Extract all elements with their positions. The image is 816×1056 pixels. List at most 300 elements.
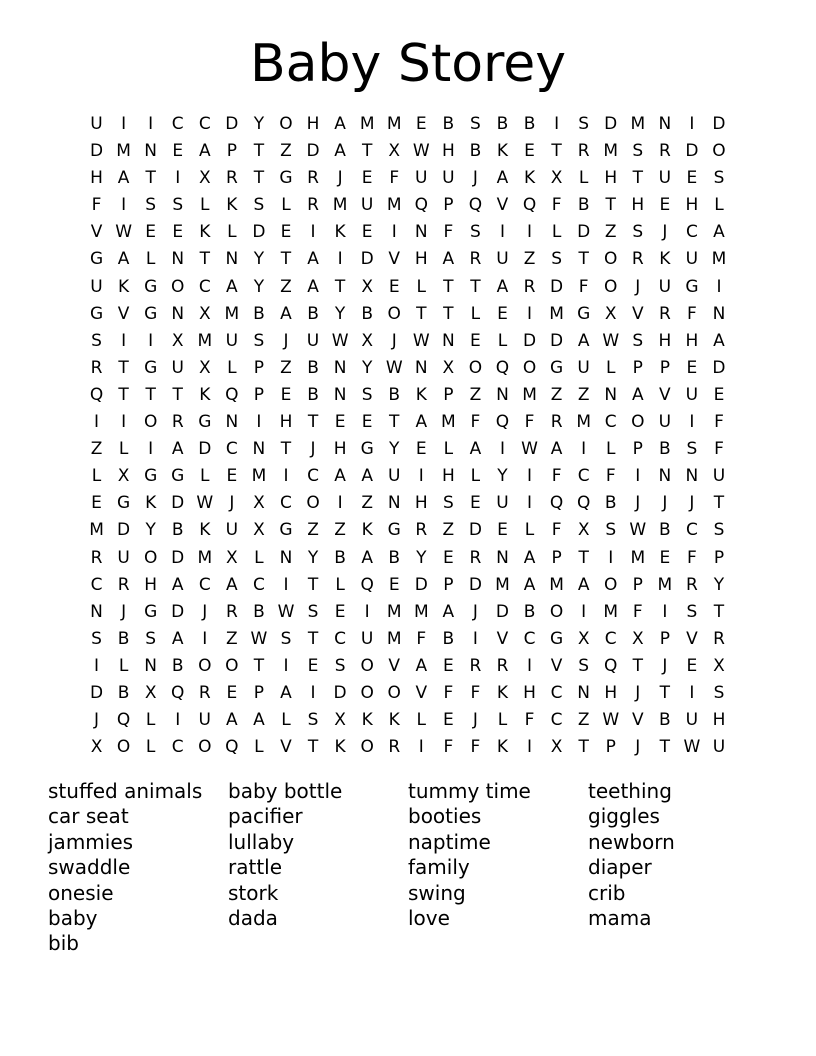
grid-letter: Q xyxy=(549,493,564,514)
grid-letter: C xyxy=(171,737,184,758)
grid-letter: T xyxy=(659,737,671,758)
grid-letter: N xyxy=(577,682,591,703)
grid-letter: H xyxy=(523,682,536,703)
grid-letter: L xyxy=(335,574,345,595)
grid-letter: N xyxy=(333,384,347,405)
grid-letter: Z xyxy=(604,222,617,243)
grid-letter: D xyxy=(171,601,185,622)
grid-letter: U xyxy=(360,195,374,216)
grid-letter: K xyxy=(226,195,238,216)
grid-letter: H xyxy=(90,168,103,189)
grid-letter: W xyxy=(629,520,647,541)
grid-letter: M xyxy=(386,195,402,216)
grid-row xyxy=(83,328,733,355)
grid-letter: B xyxy=(442,114,455,134)
grid-letter: P xyxy=(443,384,454,405)
grid-letter: H xyxy=(685,330,699,351)
grid-letter: H xyxy=(712,710,726,731)
grid-letter: T xyxy=(253,655,265,676)
grid-letter: K xyxy=(496,141,509,162)
grid-letter: S xyxy=(91,330,102,351)
grid-letter: G xyxy=(89,249,104,270)
grid-letter: T xyxy=(199,249,210,270)
grid-letter: D xyxy=(306,141,320,162)
grid-letter: D xyxy=(495,601,510,622)
grid-letter: U xyxy=(577,357,590,378)
grid-letter: M xyxy=(386,628,402,649)
grid-letter: C xyxy=(225,439,238,460)
grid-letter: A xyxy=(226,710,238,731)
grid-letter: M xyxy=(630,547,646,568)
grid-letter: N xyxy=(90,601,103,622)
grid-letter: I xyxy=(635,466,641,487)
grid-letter: A xyxy=(577,574,590,595)
grid-letter: M xyxy=(197,547,213,568)
grid-letter: P xyxy=(659,628,670,649)
grid-letter: X xyxy=(90,737,103,758)
grid-letter: Z xyxy=(280,141,292,162)
grid-letter: S xyxy=(307,601,319,622)
grid-letter: F xyxy=(416,628,427,649)
grid-letter: I xyxy=(337,493,343,514)
grid-letter: Q xyxy=(414,195,428,216)
grid-letter: R xyxy=(496,655,509,676)
grid-row xyxy=(83,545,733,572)
grid-letter: Z xyxy=(577,384,590,405)
grid-letter: S xyxy=(253,195,265,216)
grid-letter: E xyxy=(388,276,400,297)
grid-letter: O xyxy=(306,493,320,514)
grid-letter: I xyxy=(148,330,154,351)
grid-letter: U xyxy=(685,249,699,270)
word-column xyxy=(48,779,228,957)
grid-row xyxy=(83,138,733,165)
grid-letter: N xyxy=(225,412,239,433)
grid-letter: H xyxy=(144,574,158,595)
grid-letter: Y xyxy=(361,357,373,378)
grid-letter: O xyxy=(360,682,374,703)
grid-letter: Q xyxy=(495,412,510,433)
word-list-item: tummy time xyxy=(408,779,531,803)
grid-letter: A xyxy=(171,439,184,460)
grid-letter: S xyxy=(551,249,562,270)
grid-letter: I xyxy=(310,682,316,703)
grid-letter: Q xyxy=(225,737,239,758)
grid-letter: S xyxy=(686,601,698,622)
grid-letter: H xyxy=(414,249,428,270)
grid-letter: O xyxy=(604,249,618,270)
grid-letter: D xyxy=(468,520,482,541)
grid-letter: B xyxy=(117,682,130,703)
grid-letter: A xyxy=(442,601,455,622)
grid-letter: J xyxy=(391,330,397,351)
grid-letter: W xyxy=(602,710,620,731)
grid-letter: Q xyxy=(225,384,239,405)
grid-letter: F xyxy=(443,222,454,243)
grid-letter: I xyxy=(418,737,424,758)
grid-letter: O xyxy=(143,547,158,568)
grid-letter: T xyxy=(307,412,319,433)
grid-letter: R xyxy=(658,303,671,324)
grid-letter: M xyxy=(197,330,213,351)
grid-letter: P xyxy=(713,547,725,568)
grid-row xyxy=(83,355,733,382)
grid-letter: C xyxy=(550,710,563,731)
grid-letter: U xyxy=(658,168,672,189)
grid-letter: T xyxy=(280,439,292,460)
grid-letter: G xyxy=(171,466,185,487)
grid-letter: S xyxy=(470,222,481,243)
grid-letter: A xyxy=(496,276,509,297)
grid-letter: U xyxy=(712,466,726,487)
grid-letter: M xyxy=(657,574,673,595)
grid-letter: M xyxy=(603,601,619,622)
grid-letter: C xyxy=(523,628,536,649)
grid-letter: L xyxy=(227,357,237,378)
grid-letter: O xyxy=(198,737,212,758)
grid-letter: Z xyxy=(469,384,482,405)
grid-letter: A xyxy=(713,222,725,243)
grid-letter: B xyxy=(659,439,671,460)
grid-letter: M xyxy=(359,114,375,134)
grid-letter: M xyxy=(386,114,402,134)
grid-letter: W xyxy=(521,439,538,460)
grid-letter: P xyxy=(253,357,265,378)
grid-letter: E xyxy=(172,222,184,243)
grid-letter: E xyxy=(307,655,319,676)
grid-letter: T xyxy=(307,737,319,758)
grid-letter: J xyxy=(229,493,235,514)
grid-letter: C xyxy=(198,276,211,297)
grid-letter: E xyxy=(280,222,292,243)
grid-letter: B xyxy=(604,493,617,514)
grid-letter: N xyxy=(144,655,158,676)
grid-letter: E xyxy=(91,493,102,514)
grid-letter: L xyxy=(470,466,481,487)
grid-letter: I xyxy=(364,601,370,622)
grid-letter: F xyxy=(443,682,454,703)
grid-letter: X xyxy=(388,141,401,162)
word-list-item: naptime xyxy=(408,829,491,854)
grid-letter: B xyxy=(171,655,184,676)
grid-letter: D xyxy=(522,330,537,351)
grid-letter: O xyxy=(604,574,618,595)
grid-letter: C xyxy=(550,682,563,703)
grid-letter: Y xyxy=(416,547,427,568)
grid-letter: Y xyxy=(253,249,265,270)
grid-letter: I xyxy=(581,439,587,460)
grid-letter: I xyxy=(175,168,181,189)
grid-letter: X xyxy=(198,357,211,378)
grid-letter: T xyxy=(470,276,481,297)
grid-letter: R xyxy=(117,574,130,595)
grid-letter: T xyxy=(443,276,454,297)
grid-letter: G xyxy=(144,601,158,622)
grid-letter: V xyxy=(659,384,671,405)
grid-letter: O xyxy=(198,655,212,676)
grid-letter: G xyxy=(144,357,158,378)
grid-letter: Y xyxy=(253,276,265,297)
grid-letter: E xyxy=(280,384,292,405)
grid-letter: R xyxy=(225,168,238,189)
grid-letter: F xyxy=(470,737,481,758)
grid-letter: C xyxy=(604,412,617,433)
grid-letter: L xyxy=(281,710,291,731)
grid-letter: Z xyxy=(280,276,292,297)
grid-letter: Q xyxy=(116,710,131,731)
grid-letter: O xyxy=(387,303,401,324)
grid-letter: T xyxy=(632,655,643,676)
grid-letter: G xyxy=(279,520,293,541)
grid-letter: R xyxy=(523,276,536,297)
grid-letter: A xyxy=(307,249,319,270)
grid-letter: D xyxy=(89,682,104,703)
grid-letter: M xyxy=(413,601,429,622)
word-list-item: giggles xyxy=(588,804,660,829)
grid-letter: X xyxy=(713,655,725,676)
grid-letter: S xyxy=(686,439,698,460)
grid-letter: M xyxy=(711,249,727,270)
grid-letter: D xyxy=(171,493,185,514)
grid-letter: P xyxy=(551,547,562,568)
grid-letter: Z xyxy=(577,710,590,731)
word-list-item: stork xyxy=(228,880,279,905)
grid-letter: S xyxy=(713,520,725,541)
grid-letter: K xyxy=(496,737,509,758)
grid-letter: N xyxy=(252,439,266,460)
grid-letter: S xyxy=(442,493,454,514)
grid-letter: K xyxy=(334,737,346,758)
grid-letter: L xyxy=(497,330,508,351)
grid-letter: R xyxy=(198,682,211,703)
grid-letter: I xyxy=(283,466,289,487)
grid-letter: F xyxy=(524,412,535,433)
grid-letter: F xyxy=(687,303,697,324)
grid-letter: N xyxy=(225,249,239,270)
grid-letter: I xyxy=(554,114,560,134)
grid-row xyxy=(83,734,733,761)
grid-letter: L xyxy=(605,439,616,460)
grid-letter: S xyxy=(145,628,157,649)
grid-letter: J xyxy=(635,682,641,703)
grid-letter: O xyxy=(549,601,564,622)
grid-letter: U xyxy=(225,330,239,351)
grid-letter: I xyxy=(121,330,127,351)
grid-letter: O xyxy=(387,682,401,703)
grid-letter: I xyxy=(662,601,668,622)
grid-letter: F xyxy=(632,601,643,622)
grid-letter: Q xyxy=(468,195,483,216)
grid-letter: M xyxy=(549,303,564,324)
grid-letter: Y xyxy=(334,303,346,324)
word-list-item: love xyxy=(408,905,450,930)
grid-letter: D xyxy=(252,222,266,243)
grid-letter: B xyxy=(307,357,319,378)
grid-letter: I xyxy=(608,547,614,568)
grid-letter: I xyxy=(689,114,695,134)
grid-letter: C xyxy=(198,574,211,595)
grid-letter: U xyxy=(198,710,211,731)
grid-letter: M xyxy=(576,412,591,433)
grid-letter: T xyxy=(307,628,319,649)
grid-letter: Z xyxy=(226,628,238,649)
grid-letter: U xyxy=(306,330,320,351)
grid-letter: B xyxy=(253,303,265,324)
grid-letter: T xyxy=(334,276,346,297)
grid-row xyxy=(83,382,733,409)
grid-letter: S xyxy=(253,330,265,351)
grid-letter: L xyxy=(524,520,535,541)
grid-letter: Z xyxy=(334,520,346,541)
grid-letter: L xyxy=(254,547,264,568)
grid-letter: H xyxy=(279,412,293,433)
grid-letter: D xyxy=(712,357,726,378)
grid-letter: E xyxy=(226,682,238,703)
grid-letter: C xyxy=(280,493,292,514)
grid-letter: L xyxy=(227,222,237,243)
grid-letter: B xyxy=(253,601,265,622)
grid-letter: C xyxy=(252,574,265,595)
grid-letter: K xyxy=(118,276,130,297)
grid-letter: X xyxy=(253,493,265,514)
word-list-item: bib xyxy=(48,931,79,956)
grid-letter: I xyxy=(527,303,533,324)
grid-letter: L xyxy=(714,195,724,216)
grid-letter: O xyxy=(522,357,537,378)
grid-letter: O xyxy=(116,737,131,758)
grid-letter: J xyxy=(337,168,343,189)
grid-letter: R xyxy=(658,141,671,162)
grid-letter: B xyxy=(659,710,671,731)
grid-letter: F xyxy=(91,195,102,216)
grid-letter: U xyxy=(442,168,455,189)
grid-letter: T xyxy=(389,412,400,433)
grid-letter: U xyxy=(712,737,726,758)
grid-letter: J xyxy=(635,493,641,514)
grid-letter: V xyxy=(280,737,292,758)
grid-letter: K xyxy=(199,520,211,541)
grid-letter: I xyxy=(94,655,100,676)
grid-letter: M xyxy=(332,195,348,216)
grid-letter: B xyxy=(577,195,590,216)
grid-letter: E xyxy=(497,303,508,324)
grid-letter: I xyxy=(581,601,587,622)
grid-letter: D xyxy=(360,249,374,270)
word-column xyxy=(228,779,408,957)
grid-letter: T xyxy=(253,141,265,162)
grid-letter: C xyxy=(685,222,698,243)
word-bank xyxy=(48,779,768,957)
grid-letter: T xyxy=(659,682,671,703)
grid-letter: X xyxy=(361,330,373,351)
grid-letter: G xyxy=(360,439,374,460)
grid-letter: A xyxy=(117,249,130,270)
grid-letter: E xyxy=(415,114,427,134)
grid-letter: V xyxy=(90,222,103,243)
grid-letter: B xyxy=(307,303,319,324)
grid-letter: K xyxy=(361,520,373,541)
grid-letter: D xyxy=(333,682,347,703)
grid-letter: D xyxy=(225,114,239,134)
grid-letter: G xyxy=(144,276,158,297)
grid-letter: N xyxy=(171,249,185,270)
grid-letter: N xyxy=(279,547,293,568)
grid-letter: S xyxy=(578,114,590,134)
grid-letter: E xyxy=(361,412,373,433)
grid-letter: S xyxy=(632,222,644,243)
grid-letter: L xyxy=(118,439,129,460)
grid-letter: V xyxy=(496,628,509,649)
grid-row xyxy=(83,517,733,544)
grid-row xyxy=(83,165,733,192)
grid-letter: I xyxy=(148,114,154,134)
grid-letter: C xyxy=(90,574,103,595)
grid-letter: M xyxy=(116,141,131,162)
grid-letter: W xyxy=(331,330,349,351)
word-list-item: mama xyxy=(588,905,652,930)
grid-letter: F xyxy=(578,276,589,297)
grid-letter: X xyxy=(253,520,265,541)
grid-letter: C xyxy=(577,466,590,487)
grid-letter: M xyxy=(251,466,267,487)
grid-letter: L xyxy=(497,710,508,731)
grid-letter: M xyxy=(386,601,402,622)
grid-letter: O xyxy=(360,737,374,758)
grid-letter: C xyxy=(334,628,347,649)
grid-letter: J xyxy=(635,276,641,297)
grid-letter: Z xyxy=(550,384,563,405)
grid-letter: H xyxy=(658,330,672,351)
grid-letter: N xyxy=(387,493,401,514)
grid-letter: Y xyxy=(253,114,265,134)
grid-letter: U xyxy=(685,384,699,405)
grid-letter: B xyxy=(117,628,130,649)
word-list-item: jammies xyxy=(48,829,134,854)
grid-letter: X xyxy=(604,303,617,324)
grid-letter: E xyxy=(145,222,157,243)
grid-letter: N xyxy=(496,547,509,568)
grid-letter: T xyxy=(307,574,319,595)
grid-letter: B xyxy=(523,114,536,134)
grid-letter: F xyxy=(687,547,697,568)
grid-letter: L xyxy=(91,466,102,487)
grid-letter: W xyxy=(683,737,701,758)
grid-letter: X xyxy=(442,357,455,378)
grid-letter: H xyxy=(333,439,347,460)
grid-letter: H xyxy=(685,195,699,216)
grid-letter: D xyxy=(414,574,428,595)
grid-letter: A xyxy=(361,547,373,568)
grid-letter: M xyxy=(630,114,646,134)
grid-letter: Q xyxy=(522,195,537,216)
grid-letter: F xyxy=(714,439,724,460)
grid-letter: C xyxy=(685,520,698,541)
grid-letter: R xyxy=(713,628,725,649)
grid-letter: E xyxy=(659,195,671,216)
grid-letter: A xyxy=(334,114,346,134)
grid-letter: U xyxy=(171,357,184,378)
grid-row xyxy=(83,111,733,138)
grid-letter: T xyxy=(145,384,156,405)
grid-letter: E xyxy=(470,330,481,351)
grid-letter: K xyxy=(199,222,211,243)
grid-letter: G xyxy=(144,303,158,324)
grid-letter: B xyxy=(388,547,401,568)
grid-letter: I xyxy=(202,628,208,649)
word-list-item: booties xyxy=(408,804,482,829)
grid-letter: W xyxy=(250,628,268,649)
grid-letter: E xyxy=(415,439,427,460)
